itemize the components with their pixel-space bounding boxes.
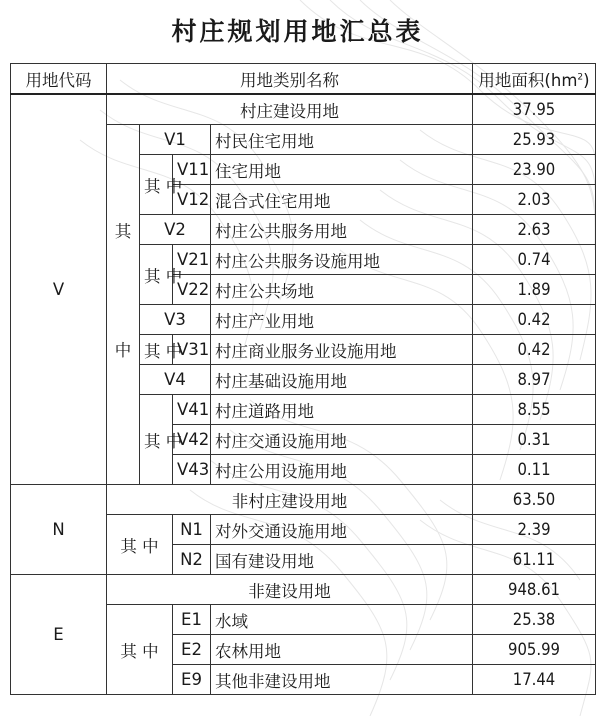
header-area: 用地面积$(hm^2)$ [473, 64, 596, 95]
group-name-e: 非建设用地 [107, 575, 473, 605]
item-code: V22 [173, 275, 211, 305]
qizhong-label: 其 中 [107, 605, 173, 695]
group-name-v: 村庄建设用地 [107, 94, 473, 125]
item-area: 25.38 [473, 605, 596, 635]
table-row [11, 575, 596, 605]
item-code: V2 [140, 215, 211, 245]
item-code: E2 [173, 635, 211, 665]
group-code-e: E [11, 575, 107, 695]
item-code: V21 [173, 245, 211, 275]
item-name: 农林用地 [211, 635, 473, 665]
header-code: 用地代码 [11, 64, 107, 95]
group-name-n: 非村庄建设用地 [107, 485, 473, 515]
item-name: 国有建设用地 [211, 545, 473, 575]
qi-label: 其 [107, 125, 140, 335]
land-use-summary-table [10, 63, 596, 695]
item-name: 村庄交通设施用地 [211, 425, 473, 455]
page-title: 村庄规划用地汇总表 [171, 17, 424, 46]
table-header-row [11, 64, 596, 95]
qizhong-label: 其 中 [140, 335, 173, 365]
item-code: E9 [173, 665, 211, 695]
item-code: V12 [173, 185, 211, 215]
item-code: E1 [173, 605, 211, 635]
item-code: V4 [140, 365, 211, 395]
item-area: 0.31 [473, 425, 596, 455]
group-area-e: 948.61 [473, 575, 596, 605]
item-area: 0.42 [473, 335, 596, 365]
item-code: V31 [173, 335, 211, 365]
item-name: 水域 [211, 605, 473, 635]
item-code: V41 [173, 395, 211, 425]
item-code: N2 [173, 545, 211, 575]
item-code: V42 [173, 425, 211, 455]
item-code: V11 [173, 155, 211, 185]
item-area: 25.93 [473, 125, 596, 155]
item-name: 村庄公共服务用地 [211, 215, 473, 245]
item-code: V3 [140, 305, 211, 335]
item-name: 村庄基础设施用地 [211, 365, 473, 395]
item-name: 村庄公用设施用地 [211, 455, 473, 485]
group-area-v: 37.95 [473, 94, 596, 125]
item-code: V1 [140, 125, 211, 155]
item-area: 2.63 [473, 215, 596, 245]
item-area: 1.89 [473, 275, 596, 305]
item-area: 0.42 [473, 305, 596, 335]
qizhong-label: 其 中 [140, 395, 173, 485]
item-area: 905.99 [473, 635, 596, 665]
item-name: 住宅用地 [211, 155, 473, 185]
item-code: V43 [173, 455, 211, 485]
item-name: 混合式住宅用地 [211, 185, 473, 215]
item-area: 17.44 [473, 665, 596, 695]
table-row [11, 94, 596, 125]
item-area: 61.11 [473, 545, 596, 575]
item-area: 0.11 [473, 455, 596, 485]
item-name: 村民住宅用地 [211, 125, 473, 155]
item-name: 村庄产业用地 [211, 305, 473, 335]
group-code-n: N [11, 485, 107, 575]
item-area: 2.03 [473, 185, 596, 215]
group-area-n: 63.50 [473, 485, 596, 515]
item-area: 2.39 [473, 515, 596, 545]
item-code: N1 [173, 515, 211, 545]
item-name: 村庄公共场地 [211, 275, 473, 305]
qizhong-label: 其 中 [140, 155, 173, 215]
item-name: 对外交通设施用地 [211, 515, 473, 545]
item-area: 0.74 [473, 245, 596, 275]
item-name: 村庄道路用地 [211, 395, 473, 425]
item-area: 8.97 [473, 365, 596, 395]
zhong-label: 中 [107, 335, 140, 485]
item-name: 村庄公共服务设施用地 [211, 245, 473, 275]
qizhong-label: 其 中 [140, 245, 173, 305]
table-row [11, 485, 596, 515]
header-name: 用地类别名称 [107, 64, 473, 95]
item-name: 村庄商业服务业设施用地 [211, 335, 473, 365]
group-code-v: V [11, 94, 107, 485]
item-name: 其他非建设用地 [211, 665, 473, 695]
qizhong-label: 其 中 [107, 515, 173, 575]
item-area: 23.90 [473, 155, 596, 185]
item-area: 8.55 [473, 395, 596, 425]
